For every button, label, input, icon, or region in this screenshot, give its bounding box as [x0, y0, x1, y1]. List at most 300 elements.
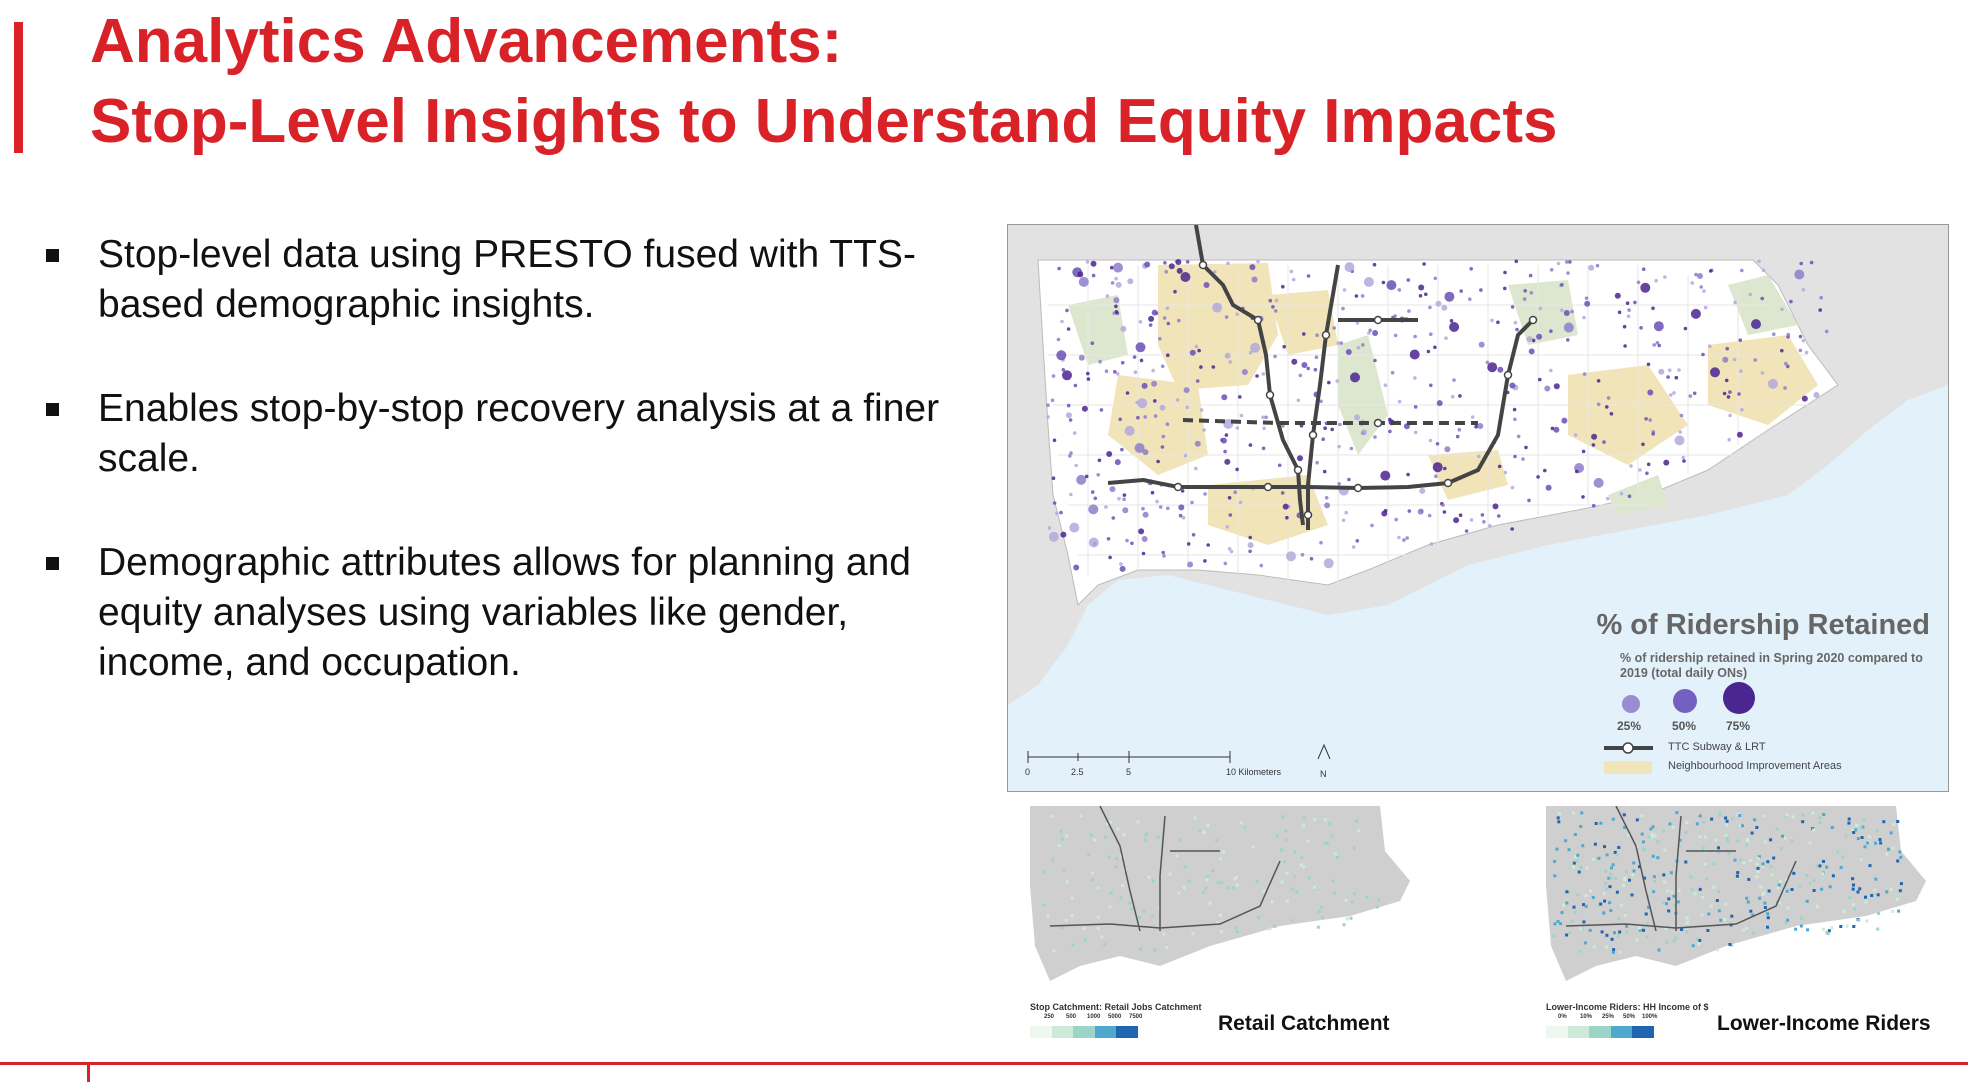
map-cell — [1610, 877, 1613, 880]
map-cell — [1561, 911, 1564, 914]
stop-dot — [1297, 399, 1301, 403]
stop-dot — [1433, 346, 1437, 350]
stop-dot — [1479, 288, 1483, 292]
map-cell — [1192, 932, 1195, 935]
stop-dot — [1053, 439, 1057, 443]
stop-dot — [1252, 277, 1258, 283]
stop-dot — [1407, 309, 1411, 313]
map-cell — [1822, 928, 1825, 931]
map-cell — [1302, 824, 1305, 827]
map-cell — [1609, 885, 1612, 888]
stop-dot — [1190, 501, 1194, 505]
map-cell — [1667, 897, 1670, 900]
stop-dot — [1523, 289, 1527, 293]
stop-dot — [1079, 277, 1089, 287]
map-cell — [1757, 870, 1760, 873]
map-cell — [1169, 873, 1172, 876]
stop-dot — [1493, 503, 1499, 509]
map-cell — [1685, 821, 1688, 824]
stop-dot — [1233, 490, 1237, 494]
stop-dot — [1126, 391, 1130, 395]
stop-dot — [1117, 497, 1121, 501]
stop-dot — [1527, 336, 1533, 342]
stop-dot — [1350, 447, 1354, 451]
map-cell — [1670, 871, 1673, 874]
map-cell — [1667, 909, 1670, 912]
map-cell — [1072, 943, 1075, 946]
map-cell — [1699, 814, 1702, 817]
stop-dot — [1352, 545, 1356, 549]
stop-dot — [1235, 468, 1239, 472]
income-legend-label: Lower-Income Riders: HH Income of $ — [1546, 1002, 1709, 1012]
stop-dot — [1114, 277, 1118, 281]
stop-dot — [1290, 270, 1294, 274]
stop-dot — [1663, 460, 1669, 466]
map-cell — [1066, 880, 1069, 883]
map-cell — [1616, 891, 1619, 894]
stop-dot — [1248, 536, 1252, 540]
map-cell — [1898, 850, 1901, 853]
stop-dot — [1115, 310, 1119, 314]
map-cell — [1841, 855, 1844, 858]
stop-dot — [1060, 320, 1064, 324]
stop-dot — [1068, 454, 1072, 458]
retail-ramp-tick: 7500 — [1129, 1014, 1143, 1020]
map-cell — [1686, 921, 1689, 924]
stop-dot — [1073, 431, 1077, 435]
stop-dot — [1100, 408, 1104, 412]
map-cell — [1686, 917, 1689, 920]
map-cell — [1631, 873, 1634, 876]
stop-dot — [1221, 438, 1227, 444]
map-cell — [1240, 821, 1243, 824]
map-cell — [1336, 856, 1339, 859]
map-cell — [1800, 917, 1803, 920]
stop-dot — [1108, 556, 1112, 560]
stop-dot — [1470, 518, 1474, 522]
stop-dot — [1530, 291, 1534, 295]
map-cell — [1800, 925, 1803, 928]
stop-dot — [1428, 514, 1432, 518]
stop-dot — [1553, 427, 1559, 433]
map-cell — [1645, 913, 1648, 916]
map-cell — [1642, 848, 1645, 851]
stop-dot — [1119, 562, 1123, 566]
map-cell — [1890, 888, 1893, 891]
stop-dot — [1436, 442, 1440, 446]
stop-dot — [1113, 370, 1117, 374]
stop-dot — [1468, 297, 1472, 301]
map-cell — [1334, 852, 1337, 855]
map-cell — [1579, 825, 1582, 828]
stop-dot — [1429, 439, 1433, 443]
map-cell — [1768, 890, 1771, 893]
stop-dot — [1065, 309, 1069, 313]
stop-dot — [1459, 289, 1463, 293]
map-cell — [1303, 816, 1306, 819]
map-cell — [1061, 926, 1064, 929]
stop-dot — [1225, 433, 1229, 437]
stop-dot — [1143, 415, 1147, 419]
stop-dot — [1166, 307, 1170, 311]
retail-catchment-canvas — [1020, 806, 1412, 1006]
stop-dot — [1620, 492, 1624, 496]
stop-dot — [1197, 349, 1201, 353]
stop-dot — [1049, 532, 1059, 542]
map-cell — [1776, 827, 1779, 830]
map-cell — [1673, 895, 1676, 898]
stop-dot — [1091, 490, 1095, 494]
stop-dot — [1477, 423, 1483, 429]
stop-dot — [1458, 428, 1462, 432]
stop-dot — [1511, 486, 1515, 490]
map-cell — [1874, 878, 1877, 881]
map-cell — [1704, 863, 1707, 866]
stop-dot — [1164, 270, 1168, 274]
stop-dot — [1825, 330, 1829, 334]
income-ramp-tick: 50% — [1623, 1014, 1636, 1020]
stop-dot — [1592, 504, 1596, 508]
map-cell — [1576, 893, 1579, 896]
stop-dot — [1271, 305, 1275, 309]
map-cell — [1624, 914, 1627, 917]
map-cell — [1665, 902, 1668, 905]
stop-dot — [1561, 418, 1567, 424]
map-cell — [1877, 912, 1880, 915]
income-ramp-tick: 25% — [1602, 1014, 1615, 1020]
stop-dot — [1140, 359, 1144, 363]
stop-dot — [1229, 513, 1233, 517]
stop-dot — [1340, 341, 1344, 345]
map-cell — [1767, 916, 1770, 919]
map-cell — [1882, 820, 1885, 823]
stop-dot — [1361, 294, 1365, 298]
stop-dot — [1465, 529, 1469, 533]
stop-dot — [1647, 463, 1651, 467]
stop-dot — [1373, 435, 1377, 439]
footer-rule — [0, 1062, 1968, 1065]
stop-dot — [1160, 405, 1166, 411]
stop-dot — [1361, 343, 1365, 347]
stop-dot — [1504, 471, 1508, 475]
map-cell — [1870, 894, 1873, 897]
map-cell — [1730, 915, 1733, 918]
stop-dot — [1536, 334, 1542, 340]
map-cell — [1801, 820, 1804, 823]
stop-dot — [1515, 260, 1519, 264]
map-cell — [1766, 926, 1769, 929]
stop-dot — [1682, 459, 1686, 463]
stop-dot — [1341, 307, 1345, 311]
stop-dot — [1550, 268, 1554, 272]
map-cell — [1670, 890, 1673, 893]
map-cell — [1899, 889, 1902, 892]
map-cell — [1558, 812, 1561, 815]
stop-dot — [1144, 262, 1150, 268]
stop-dot — [1633, 301, 1637, 305]
stop-dot — [1451, 395, 1455, 399]
stop-dot — [1592, 443, 1596, 447]
stop-dot — [1238, 395, 1242, 399]
bullet-marker-icon — [46, 249, 59, 262]
stop-dot — [1549, 369, 1553, 373]
map-cell — [1746, 839, 1749, 842]
stop-dot — [1321, 437, 1325, 441]
map-cell — [1580, 866, 1583, 869]
stop-dot — [1342, 519, 1346, 523]
stop-dot — [1335, 379, 1339, 383]
stop-dot — [1177, 319, 1181, 323]
stop-dot — [1053, 501, 1057, 505]
map-cell — [1791, 839, 1794, 842]
map-cell — [1291, 888, 1294, 891]
map-cell — [1777, 886, 1780, 889]
map-cell — [1090, 834, 1093, 837]
map-cell — [1585, 894, 1588, 897]
stop-dot — [1594, 478, 1604, 488]
map-cell — [1852, 884, 1855, 887]
stop-dot — [1444, 336, 1448, 340]
stop-dot — [1654, 321, 1664, 331]
stop-dot — [1225, 315, 1229, 319]
map-cell — [1608, 901, 1611, 904]
map-cell — [1562, 904, 1565, 907]
map-cell — [1900, 882, 1903, 885]
stop-dot — [1666, 375, 1670, 379]
map-cell — [1357, 829, 1360, 832]
stop-dot — [1691, 309, 1701, 319]
map-cell — [1233, 878, 1236, 881]
map-cell — [1675, 811, 1678, 814]
stop-dot — [1740, 269, 1744, 273]
map-cell — [1243, 826, 1246, 829]
stop-dot — [1521, 457, 1525, 461]
map-cell — [1617, 917, 1620, 920]
map-cell — [1569, 931, 1572, 934]
stop-dot — [1073, 565, 1079, 571]
stop-dot — [1702, 289, 1706, 293]
map-cell — [1742, 861, 1745, 864]
ridership-map — [1007, 224, 1949, 792]
stop-dot — [1422, 262, 1426, 266]
map-cell — [1300, 856, 1303, 859]
stop-dot — [1057, 338, 1061, 342]
map-cell — [1331, 880, 1334, 883]
map-cell — [1705, 877, 1708, 880]
stop-dot — [1163, 316, 1167, 320]
map-cell — [1576, 854, 1579, 857]
stop-dot — [1710, 367, 1720, 377]
stop-dot — [1406, 473, 1410, 477]
map-cell — [1612, 818, 1615, 821]
map-cell — [1065, 834, 1068, 837]
stop-dot — [1434, 277, 1438, 281]
map-cell — [1666, 889, 1669, 892]
map-cell — [1714, 839, 1717, 842]
map-cell — [1879, 838, 1882, 841]
map-cell — [1208, 902, 1211, 905]
map-cell — [1611, 938, 1614, 941]
stop-dot — [1458, 394, 1462, 398]
stop-dot — [1120, 326, 1126, 332]
map-cell — [1053, 949, 1056, 952]
map-cell — [1704, 836, 1707, 839]
map-cell — [1579, 927, 1582, 930]
stop-dot — [1274, 309, 1278, 313]
stop-dot — [1186, 260, 1190, 264]
stop-dot — [1581, 495, 1585, 499]
stop-dot — [1256, 260, 1260, 264]
stop-dot — [1156, 460, 1160, 464]
stop-dot — [1123, 493, 1127, 497]
map-cell — [1604, 882, 1607, 885]
map-cell — [1308, 876, 1311, 879]
map-cell — [1665, 941, 1668, 944]
stop-dot — [1529, 348, 1535, 354]
stop-dot — [1062, 370, 1072, 380]
map-cell — [1328, 822, 1331, 825]
stop-dot — [1182, 516, 1186, 520]
map-cell — [1887, 848, 1890, 851]
map-cell — [1286, 872, 1289, 875]
income-ramp-tick: 0% — [1558, 1014, 1567, 1020]
stop-dot — [1433, 462, 1443, 472]
map-cell — [1876, 928, 1879, 931]
map-cell — [1557, 820, 1560, 823]
map-cell — [1813, 889, 1816, 892]
stop-dot — [1166, 422, 1170, 426]
stop-dot — [1066, 412, 1072, 418]
stop-dot — [1221, 394, 1227, 400]
stop-dot — [1675, 435, 1685, 445]
map-cell — [1673, 940, 1676, 943]
map-cell — [1609, 873, 1612, 876]
map-cell — [1784, 921, 1787, 924]
map-cell — [1899, 856, 1902, 859]
stop-dot — [1203, 492, 1207, 496]
stop-dot — [1437, 400, 1443, 406]
map-cell — [1603, 845, 1606, 848]
stop-dot — [1347, 478, 1351, 482]
stop-dot — [1240, 414, 1244, 418]
map-cell — [1584, 941, 1587, 944]
map-cell — [1843, 910, 1846, 913]
map-cell — [1885, 890, 1888, 893]
map-cell — [1184, 865, 1187, 868]
stop-dot — [1523, 297, 1527, 301]
stop-dot — [1498, 465, 1502, 469]
stop-dot — [1394, 518, 1398, 522]
stop-dot — [1283, 504, 1289, 510]
map-cell — [1573, 906, 1576, 909]
stop-dot — [1708, 344, 1712, 348]
stop-dot — [1728, 390, 1732, 394]
stop-dot — [1319, 541, 1323, 545]
map-cell — [1852, 888, 1855, 891]
map-cell — [1276, 834, 1279, 837]
map-cell — [1557, 816, 1560, 819]
stop-dot — [1067, 404, 1071, 408]
map-cell — [1220, 930, 1223, 933]
map-cell — [1606, 853, 1609, 856]
map-cell — [1152, 879, 1155, 882]
map-cell — [1285, 839, 1288, 842]
map-cell — [1286, 900, 1289, 903]
stop-dot — [1780, 349, 1784, 353]
map-cell — [1684, 831, 1687, 834]
footer-tick — [87, 1062, 90, 1082]
bullet-marker-icon — [46, 403, 59, 416]
stop-dot — [1187, 542, 1191, 546]
map-cell — [1256, 880, 1259, 883]
map-cell — [1649, 828, 1652, 831]
stop-dot — [1487, 362, 1497, 372]
stop-dot — [1623, 344, 1627, 348]
stop-dot — [1515, 328, 1519, 332]
stop-dot — [1733, 358, 1737, 362]
map-cell — [1642, 840, 1645, 843]
stop-dot — [1424, 293, 1428, 297]
map-cell — [1206, 875, 1209, 878]
stop-dot — [1262, 447, 1266, 451]
map-cell — [1604, 869, 1607, 872]
stop-dot — [1364, 277, 1374, 287]
stop-dot — [1536, 475, 1540, 479]
map-cell — [1572, 812, 1575, 815]
map-cell — [1690, 876, 1693, 879]
stop-dot — [1582, 450, 1586, 454]
stop-dot — [1623, 325, 1627, 329]
stop-dot — [1549, 329, 1553, 333]
stop-dot — [1429, 332, 1433, 336]
map-cell — [1652, 890, 1655, 893]
stop-dot — [1125, 426, 1135, 436]
stop-dot — [1642, 267, 1646, 271]
stop-dot — [1610, 412, 1614, 416]
scale-tick-0: 0 — [1025, 767, 1031, 777]
stop-dot — [1055, 512, 1059, 516]
stop-dot — [1799, 262, 1803, 266]
stop-dot — [1069, 418, 1073, 422]
map-cell — [1726, 840, 1729, 843]
map-cell — [1816, 865, 1819, 868]
stop-dot — [1325, 496, 1329, 500]
map-cell — [1578, 871, 1581, 874]
stop-dot — [1069, 493, 1073, 497]
map-cell — [1755, 826, 1758, 829]
stop-dot — [1235, 312, 1239, 316]
map-cell — [1860, 826, 1863, 829]
stop-dot — [1228, 360, 1232, 364]
map-cell — [1822, 860, 1825, 863]
map-cell — [1116, 828, 1119, 831]
stop-dot — [1074, 464, 1078, 468]
stop-dot — [1570, 310, 1574, 314]
map-cell — [1130, 907, 1133, 910]
map-cell — [1865, 919, 1868, 922]
stop-dot — [1651, 432, 1655, 436]
map-cell — [1864, 896, 1867, 899]
map-cell — [1087, 853, 1090, 856]
map-cell — [1717, 890, 1720, 893]
stop-dot — [1091, 341, 1095, 345]
bullet-text: Stop-level data using PRESTO fused with TTS-based demographic insights. — [98, 233, 916, 326]
stop-dot — [1658, 369, 1664, 375]
stop-dot — [1098, 459, 1102, 463]
stop-dot — [1264, 416, 1268, 420]
map-cell — [1764, 906, 1767, 909]
map-cell — [1280, 848, 1283, 851]
